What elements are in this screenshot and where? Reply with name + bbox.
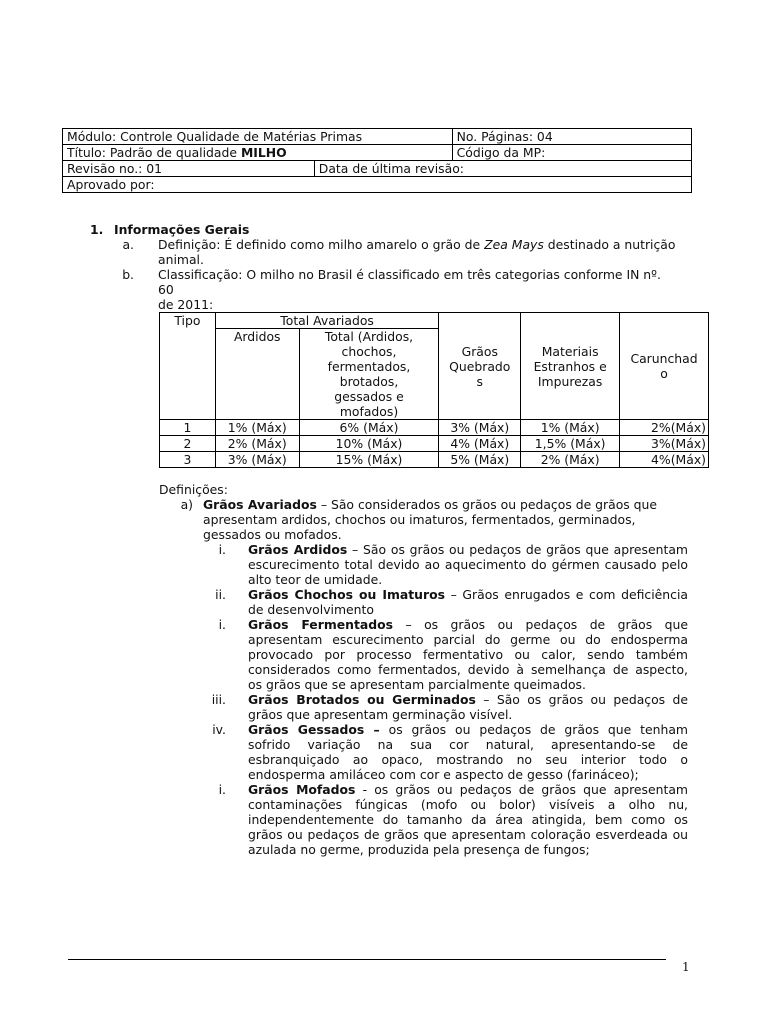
section-1-heading [90, 222, 690, 237]
subitem-line [248, 587, 688, 602]
subitem-line [248, 827, 688, 842]
subitem-bold: Grãos Chochos ou Imaturos [248, 587, 445, 602]
item-b-label: b. [122, 267, 134, 282]
table-cell: 2% (Máx) [521, 452, 620, 468]
subitem-line [248, 797, 688, 812]
subitem-line [248, 632, 688, 647]
definition-a-label: a) [180, 497, 193, 512]
subitem-label: iv. [212, 722, 226, 737]
definicao-text-2: destinado a nutrição [543, 237, 676, 252]
subitem-label: i. [218, 542, 226, 557]
table-cell: 6% (Máx) [299, 420, 439, 436]
data-revisao-cell: Data de última revisão: [314, 161, 691, 177]
subitem-text-span: – Grãos enrugados e com deficiência [444, 587, 688, 602]
table-cell: 10% (Máx) [299, 436, 439, 452]
titulo-prefix: Título: Padrão de qualidade [67, 145, 241, 160]
item-b-text [158, 267, 678, 312]
subitem-line [248, 782, 688, 797]
header-total-line: chochos, [341, 344, 397, 359]
table-row [160, 420, 709, 436]
subitem-label: i. [218, 617, 226, 632]
header-quebrados-line: Quebrado [449, 358, 511, 374]
header-carunchado-line: o [660, 366, 668, 381]
header-quebrados-line: s [476, 373, 484, 389]
table-cell: 15% (Máx) [299, 452, 439, 468]
subitem-text-span: – São os grãos ou pedaços de grãos que apresentam [347, 542, 688, 557]
subitem-text-span: contaminações fúngicas (mofo ou bolor) visíveis a olho nu, [248, 797, 688, 812]
subitem-line [248, 842, 688, 857]
header-materiais-estranhos [521, 313, 620, 420]
aprovado-cell: Aprovado por: [63, 177, 692, 193]
subitem-text-span: considerados como fermentados, devido à semelhança de aspecto, [248, 662, 688, 677]
avariados-text-1: – São considerados os grãos ou pedaços de grãos que [316, 497, 658, 512]
header-ardidos: Ardidos [215, 329, 299, 420]
subitem-label: i. [218, 782, 226, 797]
subitem-line [248, 617, 688, 632]
subitem-text-span: – São os grãos ou pedaços de [475, 692, 688, 707]
page-number: 1 [682, 960, 690, 974]
modulo-cell: Módulo: Controle Qualidade de Matérias Primas [63, 129, 453, 145]
subitem-line [248, 767, 688, 782]
titulo-bold: MILHO [240, 145, 287, 160]
table-row [160, 452, 709, 468]
item-a-label: a. [122, 237, 134, 252]
subitem-text [248, 542, 688, 587]
subitem-label: ii. [215, 587, 226, 602]
header-carunchado-line: Carunchad [630, 351, 698, 366]
subitem-bold: Grãos Mofados [248, 782, 356, 797]
paginas-cell: No. Páginas: 04 [452, 129, 691, 145]
header-carunchado [620, 313, 709, 420]
avariados-text-3: gessados ou mofados. [203, 527, 342, 542]
table-cell: 1% (Máx) [521, 420, 620, 436]
subitem-text [248, 692, 688, 722]
header-total-detalhe [299, 329, 439, 420]
table-cell: 4%(Máx) [620, 452, 709, 468]
definicoes-heading: Definições: [159, 482, 228, 497]
header-total-line: Total (Ardidos, [324, 329, 414, 344]
subitem-text [248, 617, 688, 692]
header-total-line: brotados, [339, 374, 399, 389]
header-tipo: Tipo [160, 313, 216, 420]
subitem-text-span: alto teor de umidade. [248, 572, 383, 587]
subitem-text-span: escurecimento total devido ao aquecimento do gérmen causado pelo [248, 557, 688, 572]
subitem-text-span: os grãos ou pedaços de grãos que tenham [379, 722, 688, 737]
subitem-line [248, 677, 688, 692]
subitem-text [248, 587, 688, 617]
subitem-line [248, 692, 688, 707]
subitem-line [248, 752, 688, 767]
section-number: 1. [90, 222, 104, 237]
avariados-text-2: apresentam ardidos, chochos ou imaturos, fermentados, germinados, [203, 512, 636, 527]
subitem-text [248, 782, 688, 857]
subitem-line [248, 662, 688, 677]
definicao-italic: Zea Mays [484, 237, 544, 252]
subitem-text-span: apresentam escurecimento parcial do germe ou do endosperma [248, 632, 688, 647]
subitem-label: iii. [211, 692, 226, 707]
table-cell: 2%(Máx) [620, 420, 709, 436]
table-cell: 3% (Máx) [215, 452, 299, 468]
header-total-line: gessados e [334, 389, 404, 404]
header-materiais-line: Materiais [541, 343, 599, 359]
subitem-text-span: independentemente do tamanho da área atingida, bem como os [248, 812, 688, 827]
subitem-text [248, 722, 688, 782]
header-graos-quebrados [439, 313, 521, 420]
table-row [160, 436, 709, 452]
subitem-line [248, 572, 688, 587]
table-cell: 2 [160, 436, 216, 452]
subitem-line [248, 647, 688, 662]
classificacao-text-2: de 2011: [158, 297, 214, 312]
subitem-text-span: provocado por processo fermentativo ou calor, sendo também [248, 647, 688, 662]
definicao-text-1: Definição: É definido como milho amarelo o grão de [158, 237, 485, 252]
header-materiais-line: Impurezas [537, 373, 603, 389]
subitem-text-span: – os grãos ou pedaços de grãos que [393, 617, 688, 632]
header-total-line: mofados) [339, 404, 399, 419]
subitem-text-span: - os grãos ou pedaços de grãos que apresentam [355, 782, 688, 797]
table-cell: 2% (Máx) [215, 436, 299, 452]
subitem-bold: Grãos Fermentados [248, 617, 393, 632]
subitem-text-span: de desenvolvimento [248, 602, 374, 617]
subitem-line [248, 812, 688, 827]
subitem-text-span: esbranquiçado ao opaco, mostrando no seu interior todo o [248, 752, 688, 767]
subitem-text-span: endosperma amiláceo com cor e aspecto de gesso (farináceo); [248, 767, 639, 782]
subitem-text-span: azulada no germe, produzida pela presença de fungos; [248, 842, 590, 857]
definicao-text-3: animal. [158, 252, 204, 267]
subitem-text-span: os grãos que se apresentam parcialmente queimados. [248, 677, 586, 692]
table-cell: 5% (Máx) [439, 452, 521, 468]
header-total-line: fermentados, [327, 359, 411, 374]
table-cell: 1% (Máx) [215, 420, 299, 436]
header-quebrados-line: Grãos [461, 343, 498, 359]
avariados-bold: Grãos Avariados [203, 497, 317, 512]
header-materiais-line: Estranhos e [533, 358, 607, 374]
subitem-bold: Grãos Ardidos [248, 542, 348, 557]
document-header-table [62, 128, 692, 193]
subitem-line [248, 542, 688, 557]
item-a-text [158, 237, 678, 267]
subitem-line [248, 707, 688, 722]
classificacao-text-1: Classificação: O milho no Brasil é classificado em três categorias conforme IN nº. 60 [158, 267, 661, 297]
subitem-text-span: grãos ou pedaços de grãos que apresentam coloração esverdeada ou [248, 827, 688, 842]
subitem-line [248, 602, 688, 617]
table-cell: 3%(Máx) [620, 436, 709, 452]
subitem-text-span: grãos que apresentam germinação visível. [248, 707, 513, 722]
table-cell: 1 [160, 420, 216, 436]
titulo-cell [63, 145, 453, 161]
table-cell: 1,5% (Máx) [521, 436, 620, 452]
codigo-cell: Código da MP: [452, 145, 691, 161]
subitem-bold: Grãos Gessados – [248, 722, 380, 737]
table-cell: 3% (Máx) [439, 420, 521, 436]
table-cell: 3 [160, 452, 216, 468]
table-cell: 4% (Máx) [439, 436, 521, 452]
section-title: Informações Gerais [114, 222, 250, 237]
revisao-cell: Revisão no.: 01 [63, 161, 315, 177]
classification-table [159, 312, 709, 468]
header-total-avariados: Total Avariados [215, 313, 438, 329]
definition-a-text [203, 497, 673, 542]
subitem-text-span: sofrido variação na sua cor natural, apresentando-se de [248, 737, 688, 752]
subitem-line [248, 737, 688, 752]
subitem-line [248, 557, 688, 572]
subitem-bold: Grãos Brotados ou Germinados [248, 692, 476, 707]
subitem-line [248, 722, 688, 737]
footer-divider [68, 959, 666, 960]
